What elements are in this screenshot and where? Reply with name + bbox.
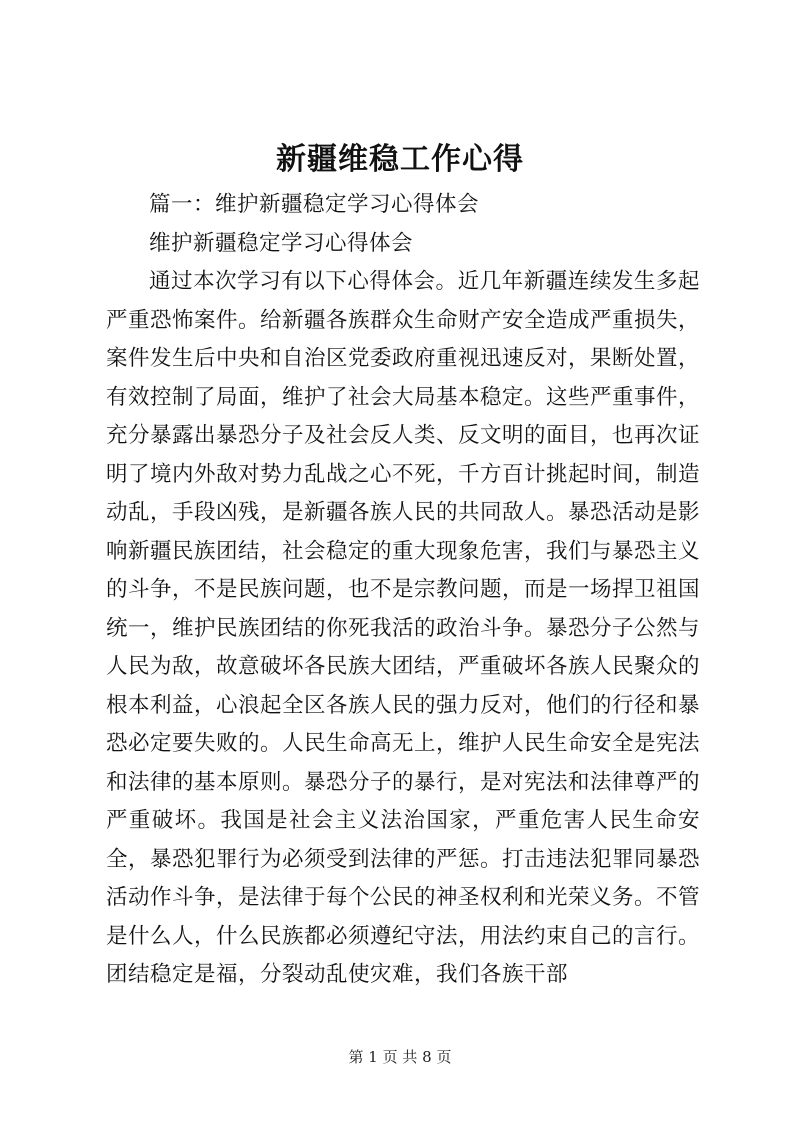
page-number-footer: 第 1 页 共 8 页 — [348, 1048, 452, 1066]
sub-heading: 维护新疆稳定学习心得体会 — [149, 230, 414, 256]
document-body — [106, 186, 700, 995]
section-heading: 篇一：维护新疆稳定学习心得体会 — [149, 192, 480, 217]
document-title: 新疆维稳工作心得 — [276, 142, 524, 177]
body-paragraph: 通过本次学习有以下心得体会。近几年新疆连续发生多起严重恐怖案件。给新疆各族群众生命财产安全造成严重损失，案件发生后中央和自治区党委政府重视迅速反对，果断处置，有效控制了局面，维护了社会大局基本稳定。这些严重事件，充分暴露出暴恐分子及社会反人类、反文明的面目，也再次证明了境内外敌对势力乱战之心不死，千方百计挑起时间，制造动乱，手段凶残，是新疆各族人民的共同敌人。暴恐活动是影响新疆民族团结，社会稳定的重大现象危害，我们与暴恐主义的斗争，不是民族问题，也不是宗教问题，而是一场捍卫祖国统一，维护民族团结的你死我活的政治斗争。暴恐分子公然与人民为敌，故意破坏各民族大团结，严重破坏各族人民聚众的根本利益，心浪起全区各族人民的强力反对，他们的行径和暴恐必定要失败的。人民生命高无上，维护人民生命安全是宪法和法律的基本原则。暴恐分子的暴行，是对宪法和法律尊严的严重破坏。我国是社会主义法治国家，严重危害人民生命安全，暴恐犯罪行为必须受到法律的严惩。打击违法犯罪同暴恐活动作斗争，是法律于每个公民的神圣权利和光荣义务。不管是什么人，什么民族都必须遵纪守法，用法约束自己的言行。团结稳定是福，分裂动乱使灾难，我们各族干部 — [106, 269, 701, 987]
